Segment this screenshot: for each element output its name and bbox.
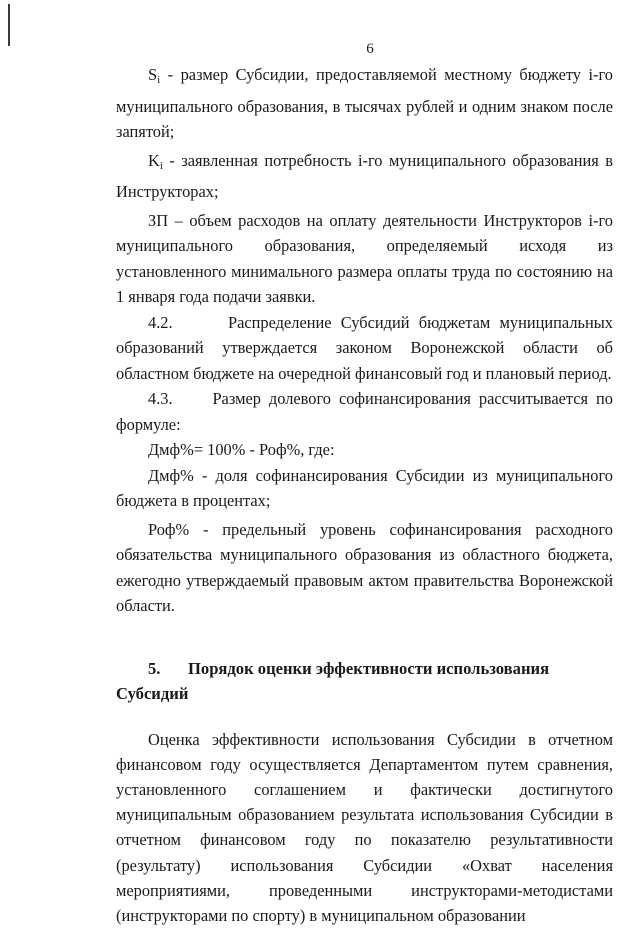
clause-4-3-number: 4.3. (148, 389, 173, 408)
definition-dmf: Дмф% - доля софинансирования Субсидии из муниципального бюджета в процентах; (116, 463, 613, 514)
definition-si-text: - размер Субсидии, предоставляемой местному бюджету i-го муниципального образования, в тысячах рублей и одним знаком после запятой; (116, 65, 613, 141)
clause-4-3 (116, 386, 613, 437)
clause-4-2-text: Распределение Субсидий бюджетам муниципальных образований утверждается законом Воронежской области об областном бюджете на очередной финансовый год и плановый период. (116, 313, 613, 383)
subscript-i: i (157, 74, 160, 86)
definition-ki (116, 148, 613, 205)
margin-line (8, 4, 10, 46)
section-5-paragraph: Оценка эффективности использования Субсидии в отчетном финансовом году осуществляется Департаментом путем сравнения, установленного соглашением и фактически достигнутого муниципальным образованием результата использования Субсидии в отчетном финансовом году по показателю результативности (результату) использования Субсидии «Охват населения мероприятиями, проведенными инструкторами-методистами (инструкторами по спорту) в муниципальном образовании (116, 727, 613, 928)
subscript-i: i (160, 160, 163, 172)
section-5-title: Порядок оценки эффективности использования Субсидий (116, 659, 549, 704)
clause-4-2-number: 4.2. (148, 313, 173, 332)
section-5-number: 5. (148, 656, 188, 682)
symbol-k: K (148, 151, 160, 170)
formula: Дмф%= 100% - Роф%, где: (116, 437, 613, 463)
clause-4-2 (116, 310, 613, 387)
definition-rof: Роф% - предельный уровень софинансирования расходного обязательства муниципального образования из областного бюджета, ежегодно утверждаемый правовым актом правительства Воронежской области. (116, 517, 613, 619)
definition-ki-text: - заявленная потребность i-го муниципального образования в Инструкторах; (116, 151, 613, 202)
definition-zp: ЗП – объем расходов на оплату деятельности Инструкторов i-го муниципального образования, определяемый исходя из установленного минимального размера оплаты труда по состоянию на 1 января года подачи заявки. (116, 208, 613, 310)
definition-si (116, 62, 613, 145)
document-body (116, 62, 613, 928)
clause-4-3-text: Размер долевого софинансирования рассчитывается по формуле: (116, 389, 613, 434)
section-5-heading (116, 656, 613, 707)
page-number: 6 (50, 41, 640, 58)
symbol-s: S (148, 65, 157, 84)
